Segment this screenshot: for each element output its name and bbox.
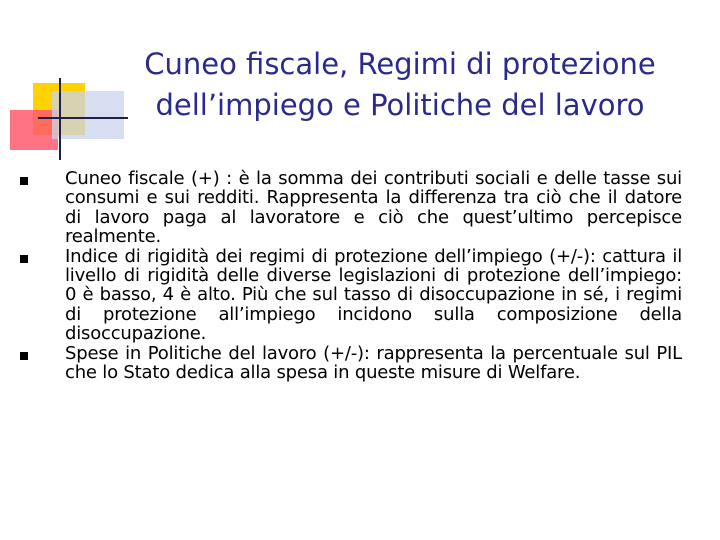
bullet-text: Spese in Politiche del lavoro (+/-): rappresenta la percentuale sul PIL che lo Stato dedica alla spesa in queste misure di Welfare. [65,342,682,384]
slide-title-line-2: dell’impiego e Politiche del lavoro [155,88,645,122]
slide-title [100,44,700,126]
bullet-item-cuneo-fiscale [20,169,682,247]
square-bullet-icon [20,255,28,263]
bullet-item-indice-rigidita [20,247,682,344]
square-bullet-icon [20,352,28,360]
bullet-text: Indice di rigidità dei regimi di protezione dell’impiego (+/-): cattura il livello di rigidità delle diverse legislazioni di protezione dell’impiego: 0 è basso, 4 è alto. Più che sul tasso di disoccupazione in sé, i regimi di protezione all’impiego incidono sulla composizione della disoccupazione. [65,245,682,345]
decorative-vertical-line [59,78,61,160]
bullet-list [20,169,682,382]
bullet-text: Cuneo fiscale (+) : è la somma dei contributi sociali e delle tasse sui consumi e sui redditi. Rappresenta la differenza tra ciò che il datore di lavoro paga al lavoratore e ciò che quest’ultimo percepisce realmente. [65,168,682,248]
bullet-item-spese-politiche [20,344,682,383]
square-bullet-icon [20,177,28,185]
decorative-red-square [10,110,58,150]
slide-title-line-1: Cuneo fiscale, Regimi di protezione [144,47,656,81]
